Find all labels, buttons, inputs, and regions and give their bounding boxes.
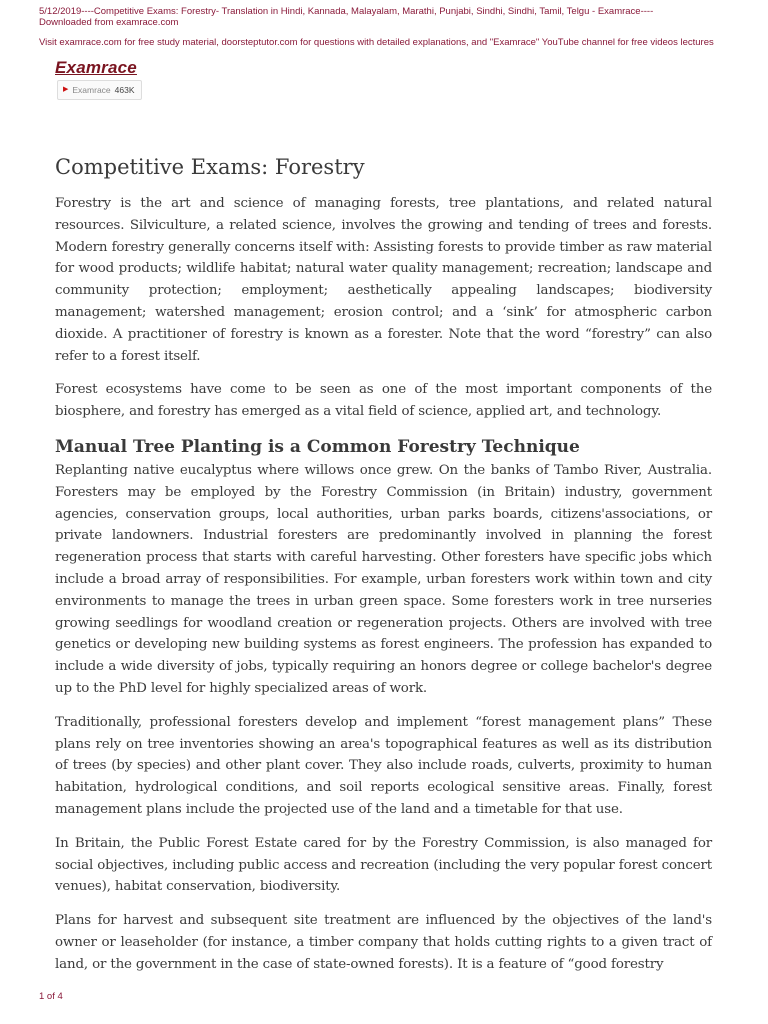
print-header [39, 6, 729, 48]
paragraph: In Britain, the Public Forest Estate cared for by the Forestry Commission, is also managed for social objectives, including public access and recreation (including the very popular forest concert venues), habitat conservation, biodiversity. [55, 835, 712, 895]
section-heading: Manual Tree Planting is a Common Forestry Technique [55, 436, 580, 457]
examrace-logo[interactable]: Examrace [55, 58, 137, 77]
paragraph: Forest ecosystems have come to be seen as one of the most important components of the biosphere, and forestry has emerged as a vital field of science, applied art, and technology. [55, 382, 712, 420]
youtube-channel-name: Examrace [72, 85, 111, 95]
page-title: Competitive Exams: Forestry [55, 155, 365, 179]
print-header-title: 5/12/2019----Competitive Exams: Forestry- Translation in Hindi, Kannada, Malayalam, Marathi, Punjabi, Sindhi, Sindhi, Tamil, Telgu - Examrace---- [39, 6, 654, 17]
paragraph: Traditionally, professional foresters develop and implement “forest management plans” These plans rely on tree inventories showing an area's topographical features as well as its distribution of trees (by species) and other plant cover. They also include roads, culverts, proximity to human habitation, hydrological conditions, and soil reports ecological sensitive areas. Finally, forest management plans include the projected use of the land and a timetable for that use. [55, 714, 712, 817]
paragraph: Replanting native eucalyptus where willows once grew. On the banks of Tambo River, Australia. Foresters may be employed by the Forestry Commission (in Britain) industry, government agencies, conservation groups, local authorities, urban parks boards, citizens'associations, or private landowners. Industrial foresters are predominantly involved in planning the forest regeneration process that starts with careful harvesting. Other foresters have specific jobs which include a broad array of responsibilities. For example, urban foresters work within town and city environments to manage the trees in urban green space. Some foresters work in tree nurseries growing seedlings for woodland creation or regeneration projects. Others are involved with tree genetics or developing new building systems as forest engineers. The profession has expanded to include a wide diversity of jobs, typically requiring an honors degree or college bachelor's degree up to the PhD level for highly specialized areas of work. [55, 462, 712, 696]
article-body [55, 152, 712, 988]
print-header-visit-note[interactable]: Visit examrace.com for free study material, doorsteptutor.com for questions with detailed explanations, and "Examrace" YouTube channel for free videos lectures [39, 37, 714, 48]
youtube-subscribe-badge[interactable] [57, 80, 142, 100]
paragraph: Plans for harvest and subsequent site treatment are influenced by the objectives of the land's owner or leaseholder (for instance, a timber company that holds cutting rights to a given tract of land, or the government in the case of state-owned forests). It is a feature of “good forestry [55, 913, 712, 972]
paragraph: Forestry is the art and science of managing forests, tree plantations, and related natural resources. Silviculture, a related science, involves the growing and tending of trees and forests. Modern forestry generally concerns itself with: Assisting forests to provide timber as raw material for wood products; wildlife habitat; natural water quality management; recreation; landscape and community protection; employment; aesthetically appealing landscapes; biodiversity management; watershed management; erosion control; and a ‘sink’ for atmospheric carbon dioxide. A practitioner of forestry is known as a forester. Note that the word “forestry” can also refer to a forest itself. [55, 196, 712, 364]
youtube-subscriber-count: 463K [114, 85, 135, 95]
page-number: 1 of 4 [39, 991, 63, 1002]
print-header-source: Downloaded from examrace.com [39, 17, 179, 28]
youtube-play-icon: ▶ [63, 86, 69, 93]
